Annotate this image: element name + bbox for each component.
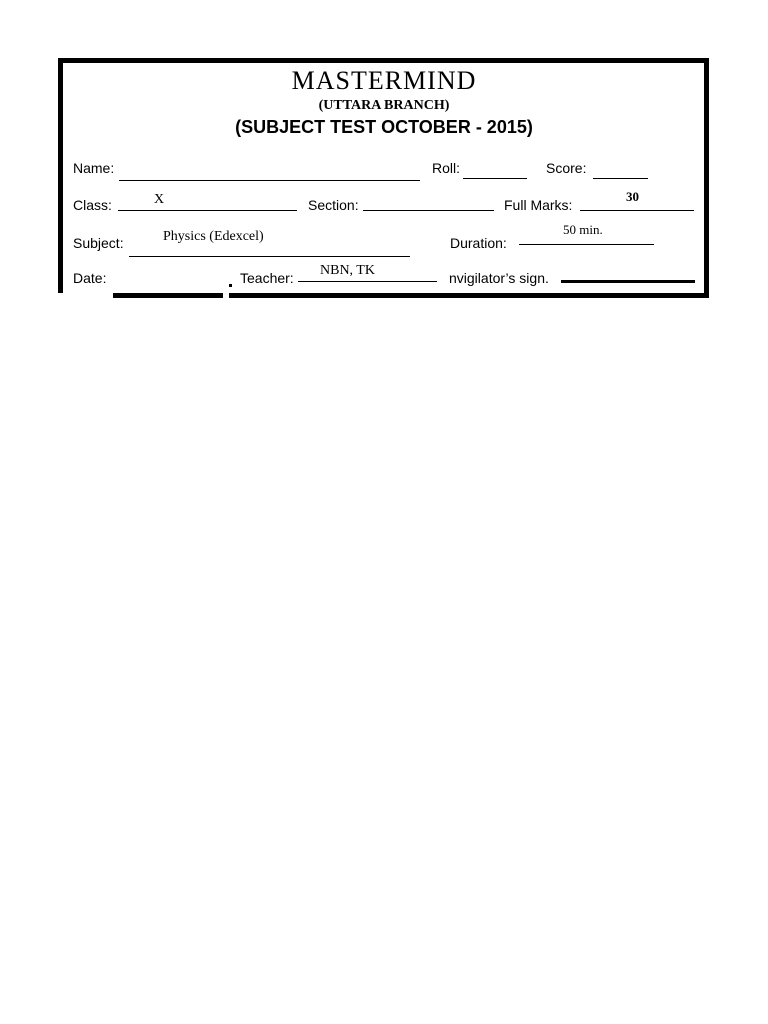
- duration-field-line[interactable]: [519, 244, 654, 245]
- roll-field-line[interactable]: [463, 178, 527, 179]
- full-marks-field-line[interactable]: [580, 210, 694, 211]
- duration-label: Duration:: [450, 235, 507, 251]
- class-label: Class:: [73, 197, 112, 213]
- teacher-field-line[interactable]: [298, 281, 437, 282]
- full-marks-value: 30: [626, 189, 639, 204]
- section-field-line[interactable]: [363, 210, 494, 211]
- score-label: Score:: [546, 160, 587, 176]
- full-marks-label: Full Marks:: [504, 197, 573, 213]
- box-bottom-border: [113, 293, 223, 298]
- subject-value: Physics (Edexcel): [163, 229, 264, 244]
- subject-field-line[interactable]: [129, 256, 410, 257]
- name-field-line[interactable]: [119, 180, 420, 181]
- box-bottom-border: [229, 293, 709, 298]
- class-field-line[interactable]: [118, 210, 297, 211]
- branch-name: (UTTARA BRANCH): [318, 98, 450, 113]
- date-field-marker: [229, 284, 232, 287]
- name-label: Name:: [73, 160, 115, 176]
- teacher-value: NBN, TK: [320, 263, 375, 278]
- teacher-label: Teacher:: [240, 270, 294, 286]
- date-label: Date:: [73, 270, 107, 286]
- class-value: X: [154, 192, 165, 207]
- score-field-line[interactable]: [593, 178, 648, 179]
- test-title: (SUBJECT TEST OCTOBER - 2015): [235, 117, 533, 137]
- subject-label: Subject:: [73, 235, 124, 251]
- roll-label: Roll:: [432, 160, 461, 176]
- duration-value: 50 min.: [563, 222, 603, 237]
- invigilator-sign-line[interactable]: [561, 280, 695, 283]
- section-label: Section:: [308, 197, 359, 213]
- invigilator-label: nvigilator’s sign.: [449, 270, 549, 286]
- school-name: MASTERMIND: [291, 66, 477, 95]
